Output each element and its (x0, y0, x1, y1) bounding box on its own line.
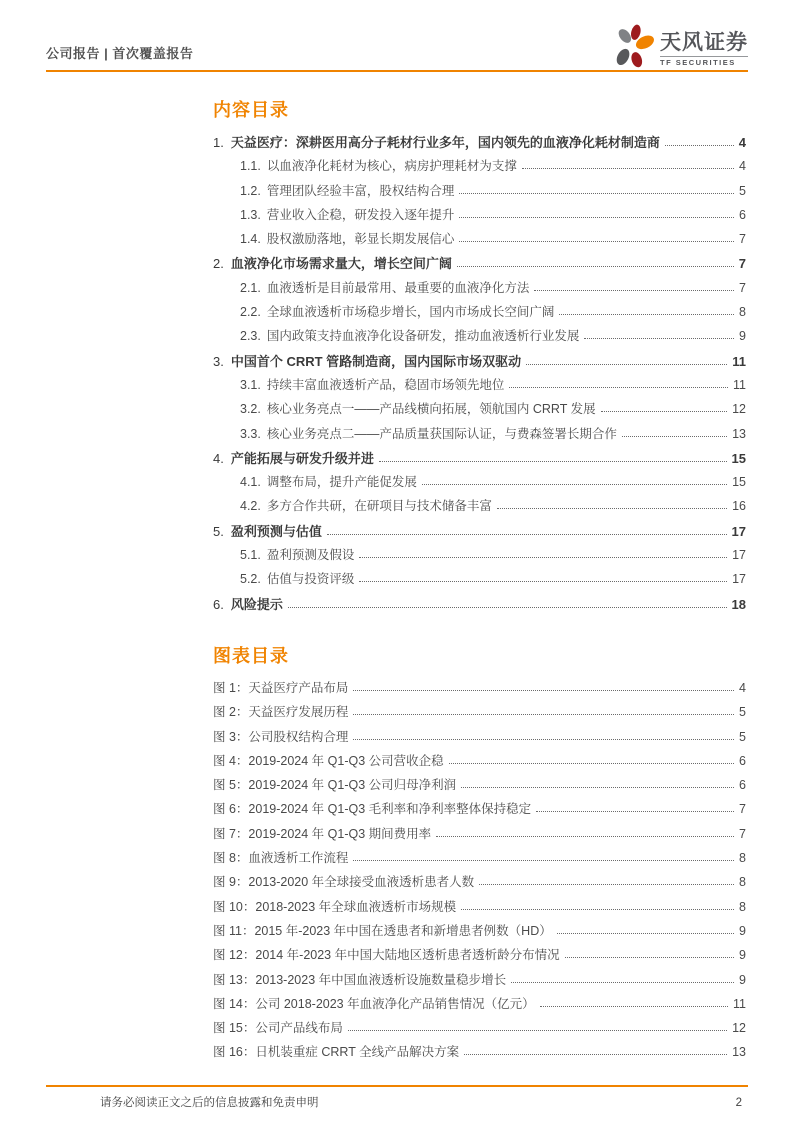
toc-entry[interactable] (213, 521, 746, 545)
dot-leader (461, 909, 734, 910)
toc-entry[interactable] (213, 399, 746, 423)
figure-entry-label: 图 2：天益医疗发展历程 (213, 705, 349, 720)
dot-leader (359, 581, 727, 582)
toc-entry[interactable] (213, 156, 746, 180)
figure-entry-page: 4 (739, 680, 746, 695)
toc-entry-number: 6. (213, 596, 224, 612)
toc-entry-number: 4.1. (240, 475, 261, 490)
toc-entry-number: 4.2. (240, 499, 261, 514)
dot-leader (288, 607, 727, 608)
dot-leader (511, 982, 734, 983)
figure-entry-label: 图 13：2013-2023 年中国血液透析设施数量稳步增长 (213, 972, 507, 987)
toc-section-title: 内容目录 (213, 100, 289, 120)
toc-entry[interactable] (213, 278, 746, 302)
toc-entry-label: 估值与投资评级 (266, 572, 355, 587)
toc-entry-page: 7 (739, 280, 746, 295)
figure-entry-page: 8 (739, 899, 746, 914)
dot-leader (459, 217, 734, 218)
logo-flower-icon (613, 23, 655, 69)
toc-entry-label: 管理团队经验丰富，股权结构合理 (266, 183, 455, 198)
figure-entry-page: 5 (739, 729, 746, 744)
toc-entry-label: 血液净化市场需求量大，增长空间广阔 (230, 256, 452, 272)
toc-entry-page: 11 (733, 377, 746, 392)
toc-entry-label: 营业收入企稳，研发投入逐年提升 (266, 207, 455, 222)
toc-entry[interactable] (213, 181, 746, 205)
toc-entry-number: 1.4. (240, 232, 261, 247)
figure-entry-page: 7 (739, 826, 746, 841)
toc-entry-number: 3.3. (240, 426, 261, 441)
footer-disclaimer: 请务必阅读正文之后的信息披露和免责申明 (100, 1097, 319, 1109)
logo-text (660, 32, 748, 69)
page-header (46, 0, 748, 72)
toc-entry-number: 1.2. (240, 183, 261, 198)
toc-entry-number: 5.2. (240, 572, 261, 587)
toc-entry[interactable] (213, 205, 746, 229)
dot-leader (348, 1030, 727, 1031)
figure-entry[interactable] (213, 921, 746, 945)
toc-entry-page: 13 (732, 426, 746, 441)
toc-entry-label: 核心业务亮点二——产品质量获国际认证，与费森签署长期合作 (266, 426, 617, 441)
toc-entry-page: 7 (739, 232, 746, 247)
toc-entry-page: 16 (732, 499, 746, 514)
dot-leader (509, 387, 728, 388)
logo-brand-name: 天风证券 (660, 30, 748, 54)
figure-entry[interactable] (213, 1042, 746, 1066)
toc-entry-page: 8 (739, 305, 746, 320)
page-content (213, 72, 746, 1067)
toc-entry[interactable] (213, 302, 746, 326)
toc-entry[interactable] (213, 569, 746, 593)
figure-entry-page: 7 (739, 802, 746, 817)
figure-entry[interactable] (213, 872, 746, 896)
figure-entry-page: 8 (739, 851, 746, 866)
toc-entry-number: 1.3. (240, 207, 261, 222)
figure-entry-label: 图 3：公司股权结构合理 (213, 729, 349, 744)
figure-entry-label: 图 8：血液透析工作流程 (213, 851, 349, 866)
figure-entry-label: 图 6：2019-2024 年 Q1-Q3 毛利率和净利率整体保持稳定 (213, 802, 532, 817)
toc-entry[interactable] (213, 424, 746, 448)
dot-leader (457, 266, 734, 267)
figure-entry-page: 9 (739, 972, 746, 987)
dot-leader (479, 884, 734, 885)
toc-entry[interactable] (213, 132, 746, 156)
figure-entry-label: 图 7：2019-2024 年 Q1-Q3 期间费用率 (213, 826, 432, 841)
dot-leader (665, 145, 734, 146)
dot-leader (559, 314, 734, 315)
toc-entry-label: 全球血液透析市场稳步增长，国内市场成长空间广阔 (266, 305, 555, 320)
figure-entry-page: 6 (739, 778, 746, 793)
dot-leader (622, 436, 727, 437)
figure-entry-page: 9 (739, 923, 746, 938)
figures-section-title: 图表目录 (213, 645, 289, 666)
toc-entry-page: 7 (738, 256, 746, 272)
toc-entry-page: 12 (732, 402, 746, 417)
dot-leader (436, 836, 734, 837)
dot-leader (379, 461, 727, 462)
toc-entry-number: 3. (213, 353, 224, 369)
figure-entry-label: 图 9：2013-2020 年全球接受血液透析患者人数 (213, 875, 475, 890)
toc-entry-number: 4. (213, 450, 224, 466)
toc-entry[interactable] (213, 472, 746, 496)
figure-entry[interactable] (213, 1018, 746, 1042)
dot-leader (459, 193, 734, 194)
toc-entry-page: 15 (732, 475, 746, 490)
toc-entry[interactable] (213, 496, 746, 520)
toc-entry[interactable] (213, 594, 746, 618)
dot-leader (584, 338, 734, 339)
toc-entry-number: 1.1. (240, 159, 261, 174)
toc-entry-number: 5.1. (240, 548, 261, 563)
toc-entry-number: 2.1. (240, 280, 261, 295)
toc-entry-number: 2. (213, 256, 224, 272)
dot-leader (536, 811, 734, 812)
figure-entry[interactable] (213, 994, 746, 1018)
figure-entry[interactable] (213, 678, 746, 702)
figure-entry[interactable] (213, 751, 746, 775)
toc-entry-number: 2.2. (240, 305, 261, 320)
toc-entry-page: 17 (732, 548, 746, 563)
toc-entry-label: 国内政策支持血液净化设备研发，推动血液透析行业发展 (266, 329, 580, 344)
toc-entry-page: 6 (739, 207, 746, 222)
toc-entry-label: 多方合作共研，在研项目与技术储备丰富 (266, 499, 492, 514)
toc-entry-page: 17 (731, 523, 746, 539)
dot-leader (327, 534, 727, 535)
figure-entry-label: 图 5：2019-2024 年 Q1-Q3 公司归母净利润 (213, 778, 457, 793)
logo-brand-subtitle: TF SECURITIES (660, 56, 748, 67)
dot-leader (459, 241, 734, 242)
dot-leader (359, 557, 727, 558)
figure-entry[interactable] (213, 824, 746, 848)
toc-entry[interactable] (213, 375, 746, 399)
toc-entry-label: 盈利预测及假设 (266, 548, 355, 563)
report-type-label: 公司报告 | 首次覆盖报告 (46, 46, 194, 61)
figure-entry-page: 11 (733, 996, 746, 1011)
toc-entry-number: 3.1. (240, 377, 261, 392)
figure-entry[interactable] (213, 799, 746, 823)
figure-entry[interactable] (213, 775, 746, 799)
figure-entry[interactable] (213, 702, 746, 726)
toc-entry[interactable] (213, 326, 746, 350)
toc-entry-label: 核心业务亮点一——产品线横向拓展，领航国内 CRRT 发展 (266, 402, 596, 417)
dot-leader (353, 860, 734, 861)
toc-entry-page: 5 (739, 183, 746, 198)
toc-entry-label: 天益医疗：深耕医用高分子耗材行业多年，国内领先的血液净化耗材制造商 (230, 135, 660, 150)
figure-entry[interactable] (213, 945, 746, 969)
toc-entry-page: 17 (732, 572, 746, 587)
figure-entry-label: 图 14：公司 2018-2023 年血液净化产品销售情况（亿元） (213, 996, 535, 1011)
toc-entry[interactable] (213, 448, 746, 472)
toc-entry[interactable] (213, 545, 746, 569)
dot-leader (526, 364, 727, 365)
toc-entry-label: 风险提示 (230, 596, 283, 612)
figure-entry-label: 图 16：日机装重症 CRRT 全线产品解决方案 (213, 1045, 460, 1060)
dot-leader (522, 168, 734, 169)
toc-entry-number: 2.3. (240, 329, 261, 344)
dot-leader (353, 739, 734, 740)
figure-entry-label: 图 10：2018-2023 年全球血液透析市场规模 (213, 899, 457, 914)
figure-entry-label: 图 4：2019-2024 年 Q1-Q3 公司营收企稳 (213, 753, 444, 768)
figure-entry[interactable] (213, 727, 746, 751)
toc-list (213, 132, 746, 618)
figure-entry-page: 12 (732, 1021, 746, 1036)
figure-entry[interactable] (213, 897, 746, 921)
figure-entry-page: 13 (732, 1045, 746, 1060)
figure-entry-page: 5 (739, 705, 746, 720)
toc-entry-number: 1. (213, 135, 224, 150)
toc-entry-page: 11 (732, 353, 746, 369)
toc-entry-label: 中国首个 CRRT 管路制造商，国内国际市场双驱动 (230, 353, 522, 369)
toc-entry-label: 血液透析是目前最常用、最重要的血液净化方法 (266, 280, 530, 295)
tf-securities-logo (613, 23, 748, 70)
toc-entry-label: 产能拓展与研发升级并进 (230, 450, 374, 466)
toc-entry[interactable] (213, 351, 746, 375)
figure-entry[interactable] (213, 970, 746, 994)
page-footer (46, 1085, 748, 1110)
dot-leader (353, 714, 734, 715)
toc-entry-label: 以血液净化耗材为核心，病房护理耗材为支撑 (266, 159, 517, 174)
dot-leader (601, 411, 728, 412)
toc-entry-page: 4 (738, 135, 746, 150)
dot-leader (497, 508, 727, 509)
toc-entry-page: 9 (739, 329, 746, 344)
toc-entry-label: 盈利预测与估值 (230, 523, 322, 539)
figure-entry[interactable] (213, 848, 746, 872)
toc-entry-label: 调整布局，提升产能促发展 (266, 475, 417, 490)
toc-entry[interactable] (213, 229, 746, 253)
dot-leader (461, 787, 734, 788)
toc-entry[interactable] (213, 253, 746, 277)
figure-entry-label: 图 11：2015 年-2023 年中国在透患者和新增患者例数（HD） (213, 923, 552, 938)
toc-entry-page: 18 (731, 596, 746, 612)
figure-entry-page: 6 (739, 753, 746, 768)
dot-leader (464, 1054, 727, 1055)
dot-leader (422, 484, 727, 485)
figure-entry-page: 8 (739, 875, 746, 890)
dot-leader (540, 1006, 728, 1007)
footer-page-number: 2 (735, 1097, 742, 1109)
toc-entry-page: 4 (739, 159, 746, 174)
toc-entry-number: 5. (213, 523, 224, 539)
figures-list (213, 678, 746, 1067)
figure-entry-page: 9 (739, 948, 746, 963)
toc-entry-label: 股权激励落地，彰显长期发展信心 (266, 232, 455, 247)
figure-entry-label: 图 12：2014 年-2023 年中国大陆地区透析患者透析龄分布情况 (213, 948, 560, 963)
dot-leader (353, 690, 734, 691)
toc-entry-number: 3.2. (240, 402, 261, 417)
figure-entry-label: 图 1：天益医疗产品布局 (213, 680, 349, 695)
dot-leader (534, 290, 734, 291)
dot-leader (557, 933, 734, 934)
figure-entry-label: 图 15：公司产品线布局 (213, 1021, 343, 1036)
toc-entry-page: 15 (731, 450, 746, 466)
dot-leader (565, 957, 734, 958)
toc-entry-label: 持续丰富血液透析产品，稳固市场领先地位 (266, 377, 505, 392)
dot-leader (449, 763, 734, 764)
